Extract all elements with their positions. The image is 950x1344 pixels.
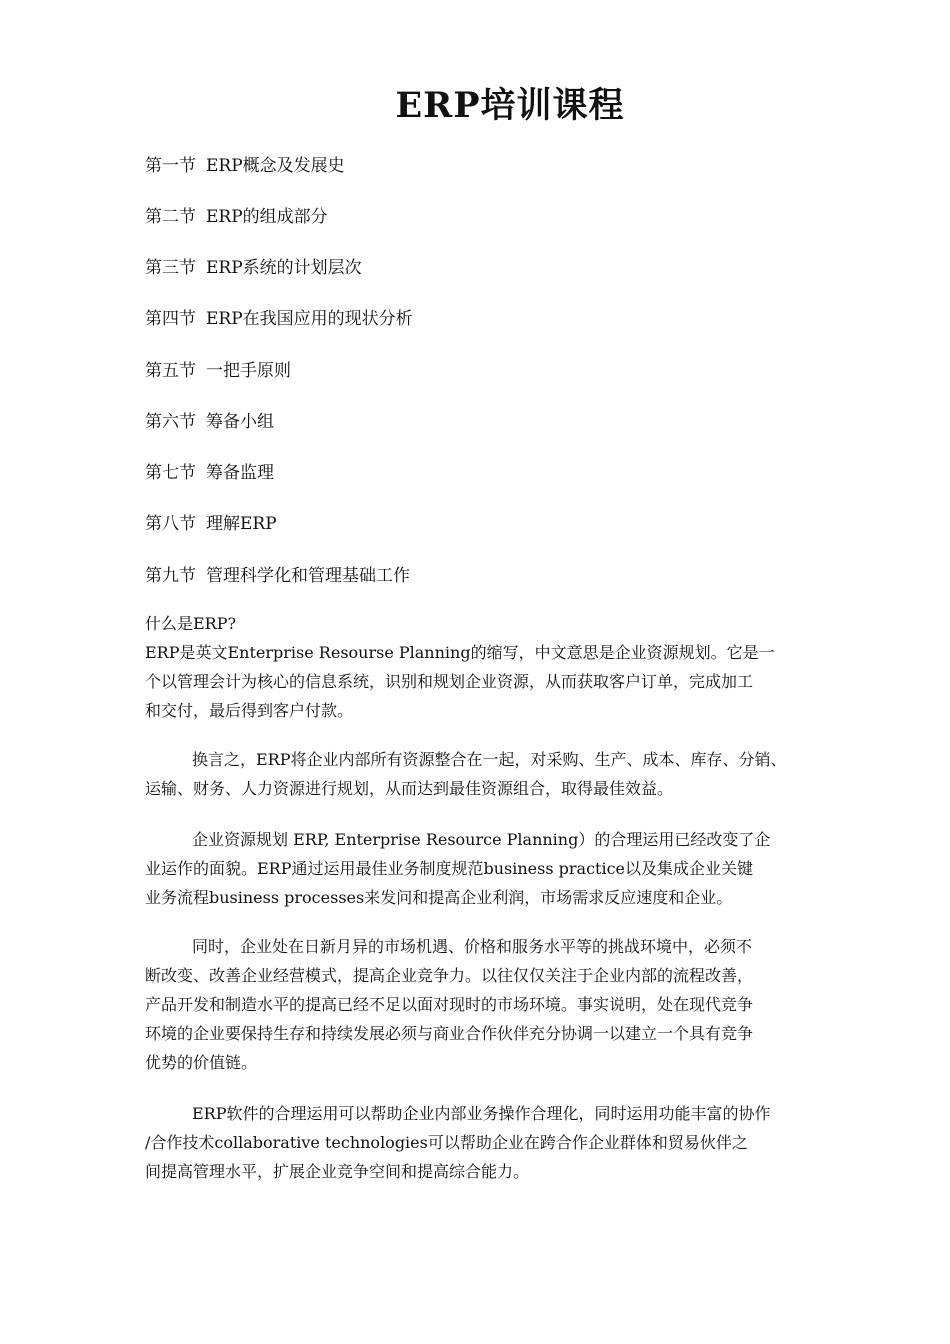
- toc-item: [145, 458, 274, 483]
- toc-section: 第四节: [145, 309, 196, 329]
- paragraph-line: /合作技术collaborative technologies可以帮助企业在跨合作企业群体和贸易伙伴之: [145, 1133, 748, 1152]
- paragraph-line: 间提高管理水平，扩展企业竞争空间和提高综合能力。: [145, 1162, 530, 1181]
- paragraph-line: 运输、财务、人力资源进行规划，从而达到最佳资源组合，取得最佳效益。: [145, 779, 674, 798]
- paragraph-line: 优势的价值链。: [145, 1053, 258, 1072]
- paragraph-line: 环境的企业要保持生存和持续发展必须与商业合作伙伴充分协调一以建立一个具有竞争: [145, 1024, 754, 1043]
- paragraph-line: ERP软件的合理运用可以帮助企业内部业务操作合理化，同时运用功能丰富的协作: [192, 1104, 771, 1123]
- paragraph-line: 和交付，最后得到客户付款。: [145, 701, 354, 720]
- toc-text: ERP的组成部分: [206, 207, 328, 227]
- toc-section: 第五节: [145, 361, 196, 381]
- toc-section: 第九节: [145, 566, 196, 586]
- toc-text: ERP概念及发展史: [206, 156, 345, 176]
- intro-paragraph: [145, 609, 890, 725]
- toc-item: [145, 304, 413, 329]
- toc-section: 第三节: [145, 258, 196, 278]
- paragraph-line: 断改变、改善企业经营模式，提高企业竞争力。以往仅仅关注于企业内部的流程改善，: [145, 966, 754, 985]
- paragraph-5: [145, 1099, 890, 1186]
- toc-item: [145, 202, 328, 227]
- toc-text: 管理科学化和管理基础工作: [206, 566, 410, 586]
- toc-text: 理解ERP: [206, 514, 277, 534]
- paragraph-2: [145, 745, 890, 803]
- toc-item: [145, 253, 362, 278]
- toc-section: 第七节: [145, 463, 196, 483]
- toc-text: ERP系统的计划层次: [206, 258, 362, 278]
- toc-item: [145, 356, 291, 381]
- toc-section: 第八节: [145, 514, 196, 534]
- toc-text: ERP在我国应用的现状分析: [206, 309, 413, 329]
- paragraph-line: 企业资源规划 ERP, Enterprise Resource Planning）的合理运用已经改变了企: [192, 830, 771, 849]
- toc-section: 第六节: [145, 412, 196, 432]
- paragraph-line: ERP是英文Enterprise Resourse Planning的缩写，中文意思是企业资源规划。它是一: [145, 643, 775, 662]
- toc-item: [145, 407, 274, 432]
- paragraph-line: 换言之，ERP将企业内部所有资源整合在一起，对采购、生产、成本、库存、分销、: [192, 750, 787, 769]
- toc-text: 筹备小组: [206, 412, 274, 432]
- paragraph-line: 业务流程business processes来发问和提高企业利润，市场需求反应速度和企业。: [145, 888, 733, 907]
- toc-item: [145, 509, 277, 534]
- paragraph-4: [145, 932, 890, 1077]
- toc-item: [145, 151, 345, 176]
- paragraph-line: 同时，企业处在日新月异的市场机遇、价格和服务水平等的挑战环境中，必须不: [192, 937, 753, 956]
- toc-section: 第二节: [145, 207, 196, 227]
- toc-section: 第一节: [145, 156, 196, 176]
- toc-text: 筹备监理: [206, 463, 274, 483]
- toc-item: [145, 561, 410, 586]
- toc-text: 一把手原则: [206, 361, 291, 381]
- paragraph-3: [145, 825, 890, 912]
- question-heading: 什么是ERP?: [145, 614, 237, 633]
- paragraph-line: 个以管理会计为核心的信息系统，识别和规划企业资源，从而获取客户订单，完成加工: [145, 672, 754, 691]
- document-title: ERP培训课程: [395, 85, 625, 126]
- paragraph-line: 业运作的面貌。ERP通过运用最佳业务制度规范business practice以及集成企业关键: [145, 859, 754, 878]
- paragraph-line: 产品开发和制造水平的提高已经不足以面对现时的市场环境。事实说明，处在现代竞争: [145, 995, 754, 1014]
